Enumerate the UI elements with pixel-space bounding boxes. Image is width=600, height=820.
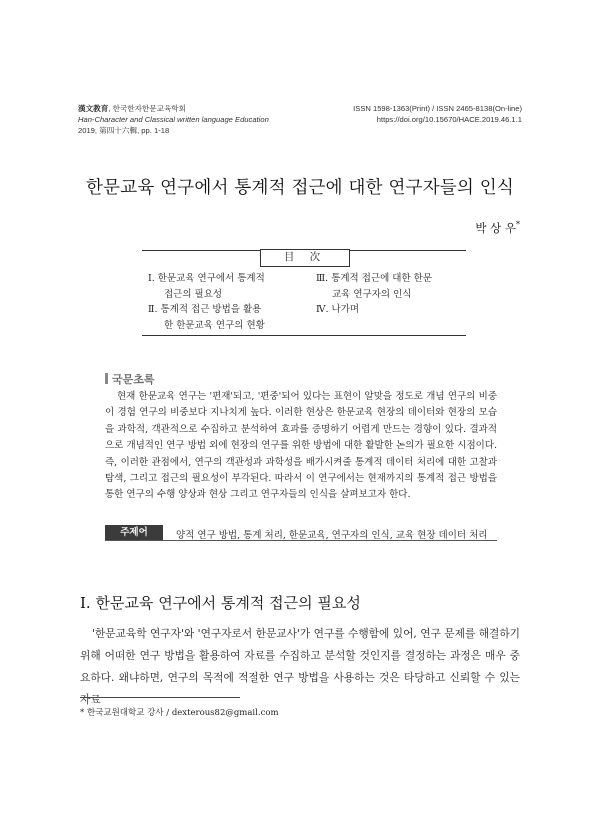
journal-name-english: Han-Character and Classical written language Education: [78, 115, 269, 124]
keywords-text: 양적 연구 방법, 통계 처리, 한문교육, 연구자의 인식, 교육 현장 데이터 처리: [176, 530, 488, 541]
journal-issue: 2019, 第四十六輯, pp. 1-18: [78, 126, 170, 135]
section-body-text: '한문교육학 연구자'와 '연구자로서 한문교사'가 연구를 수행함에 있어, 연구 문제를 해결하기 위해 어떠한 연구 방법을 활용하여 자료를 수집하고 분석할 것인지를 결정하는 과정은 매우 중요하다. 왜냐하면, 연구의 목적에 적절한 연구 방법을 사용하는 것은 타당하고 신뢰할 수 있는 자료: [80, 627, 520, 706]
doi-link[interactable]: https://doi.org/10.15670/HACE.2019.46.1.1: [376, 115, 522, 124]
abstract-heading: [105, 371, 155, 387]
footnote-divider: [80, 697, 240, 698]
toc-item: Ⅱ. 통계적 접근 방법을 활용: [148, 304, 262, 315]
section-heading: Ⅰ. 한문교육 연구에서 통계적 접근의 필요성: [80, 594, 361, 612]
journal-society: , 한국한자한문교육학회: [108, 104, 186, 113]
toc-left-column: [148, 271, 265, 333]
toc-heading: 目 次: [260, 249, 350, 267]
toc-item-continued: 한 한문교육 연구의 현황: [164, 319, 265, 331]
journal-name-hanja: 漢文教育: [78, 104, 109, 113]
toc-item-continued: 접근의 필요성: [164, 288, 223, 300]
toc-item: Ⅰ. 한문교육 연구에서 통계적: [148, 273, 265, 284]
issn-info: [353, 103, 522, 125]
toc-right-column: [316, 271, 432, 318]
abstract-heading-label: 국문초록: [112, 374, 155, 386]
toc-item-continued: 교육 연구자의 인식: [332, 288, 412, 300]
keywords-label: 주제어: [105, 525, 163, 540]
author-name: 박 상 우: [475, 221, 516, 235]
journal-info: [78, 103, 269, 136]
table-of-contents: [142, 250, 466, 336]
heading-bar-icon: [105, 373, 108, 384]
toc-item: Ⅳ. 나가며: [316, 304, 360, 315]
author: [475, 220, 520, 236]
author-footnote-mark: *: [516, 220, 520, 230]
author-footnote: * 한국교원대학교 강사 / dexterous82@gmail.com: [80, 708, 279, 718]
abstract-text: 현재 한문교육 연구는 '편재'되고, '편중'되어 있다는 표현이 알맞을 정도로 개념 연구의 비중이 경험 연구의 비중보다 지나치게 높다. 이러한 현상은 한문교육 현장의 데이터와 현장의 모습을 과학적, 객관적으로 수집하고 분석하여 효과를 증명하기 어렵게 만드는 경향이 있다. 결과적으로 개념적인 연구 방법 외에 현장의 연구를 위한 방법에 대한 활발한 논의가 필요한 시점이다. 즉, 이러한 관점에서, 연구의 객관성과 과학성을 배가시켜줄 통계적 데이터 처리에 대한 고찰과 탐색, 그리고 접근의 필요성이 부각된다. 따라서 이 연구에서는 현재까지의 통계적 접근 방법을 통한 연구의 수행 양상과 현상 그리고 연구자들의 인식을 살펴보고자 한다.: [105, 391, 497, 501]
keywords-divider: [105, 540, 497, 541]
toc-item: Ⅲ. 통계적 접근에 대한 한문: [316, 273, 433, 284]
issn: ISSN 1598-1363(Print) / ISSN 2465-8138(On-line): [353, 104, 522, 113]
paper-title: 한문교육 연구에서 통계적 접근에 대한 연구자들의 인식: [86, 178, 514, 198]
